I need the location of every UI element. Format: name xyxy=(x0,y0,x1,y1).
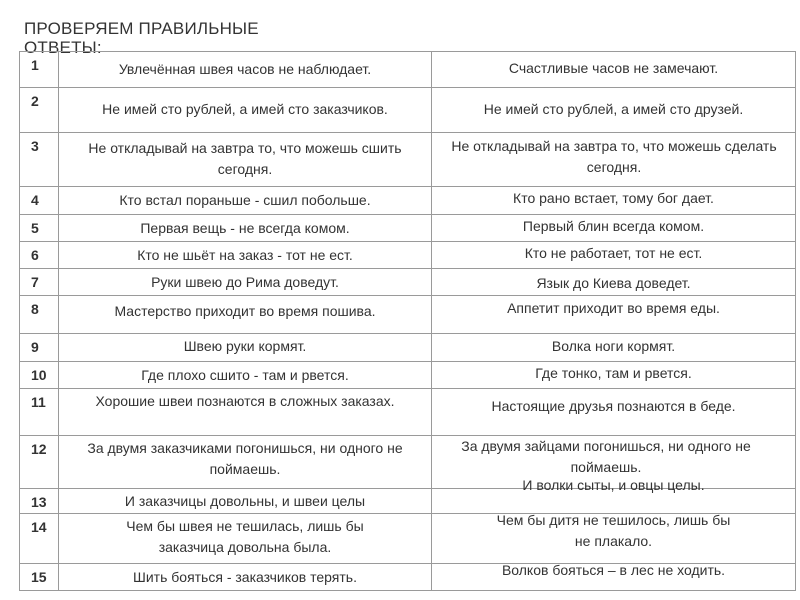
row-number: 6 xyxy=(20,242,59,269)
row-number: 2 xyxy=(20,88,59,133)
original-proverb: Счастливые часов не замечают. xyxy=(432,52,796,88)
row-number: 1 xyxy=(20,52,59,88)
tailoring-proverb: Руки швею до Рима доведут. xyxy=(59,269,432,296)
table-row xyxy=(20,242,796,269)
original-proverb: Кто рано встает, тому бог дает. xyxy=(432,187,796,215)
table-row xyxy=(20,88,796,133)
original-proverb: Волка ноги кормят. xyxy=(432,334,796,362)
page-title: ПРОВЕРЯЕМ ПРАВИЛЬНЫЕ ОТВЕТЫ: xyxy=(24,19,259,57)
table-row xyxy=(20,133,796,187)
tailoring-proverb: Шить бояться - заказчиков терять. xyxy=(59,564,432,591)
row-number: 13 xyxy=(20,489,59,514)
row-number: 11 xyxy=(20,389,59,436)
original-proverb: Волков бояться – в лес не ходить. xyxy=(432,564,796,591)
original-proverb: Чем бы дитя не тешилось, лишь бы не плакало. xyxy=(432,514,796,564)
proverbs-table xyxy=(19,51,796,591)
row-number: 8 xyxy=(20,296,59,334)
table-row xyxy=(20,296,796,334)
row-number: 14 xyxy=(20,514,59,564)
tailoring-proverb: Чем бы швея не тешилась, лишь бы заказчица довольна была. xyxy=(59,514,432,564)
table-row xyxy=(20,187,796,215)
tailoring-proverb: Кто не шьёт на заказ - тот не ест. xyxy=(59,242,432,269)
original-proverb: Язык до Киева доведет. xyxy=(432,269,796,296)
tailoring-proverb: Кто встал пораньше - сшил побольше. xyxy=(59,187,432,215)
table-row xyxy=(20,269,796,296)
row-number: 12 xyxy=(20,436,59,489)
row-number: 15 xyxy=(20,564,59,591)
tailoring-proverb: За двумя заказчиками погонишься, ни одного не поймаешь. xyxy=(59,436,432,489)
row-number: 4 xyxy=(20,187,59,215)
tailoring-proverb: Где плохо сшито - там и рвется. xyxy=(59,362,432,389)
tailoring-proverb: Не имей сто рублей, а имей сто заказчиков. xyxy=(59,88,432,133)
table-row xyxy=(20,215,796,242)
original-proverb: Кто не работает, тот не ест. xyxy=(432,242,796,269)
row-number: 3 xyxy=(20,133,59,187)
row-number: 9 xyxy=(20,334,59,362)
original-proverb: Аппетит приходит во время еды. xyxy=(432,296,796,334)
original-proverb: Первый блин всегда комом. xyxy=(432,215,796,242)
row-number: 10 xyxy=(20,362,59,389)
table-row xyxy=(20,564,796,591)
tailoring-proverb: И заказчицы довольны, и швеи целы xyxy=(59,489,432,514)
table-row xyxy=(20,389,796,436)
tailoring-proverb: Мастерство приходит во время пошива. xyxy=(59,296,432,334)
original-proverb: Не откладывай на завтра то, что можешь сделать сегодня. xyxy=(432,133,796,187)
tailoring-proverb: Первая вещь - не всегда комом. xyxy=(59,215,432,242)
row-number: 7 xyxy=(20,269,59,296)
tailoring-proverb: Хорошие швеи познаются в сложных заказах. xyxy=(59,389,432,436)
original-proverb: За двумя зайцами погонишься, ни одного не поймаешь. xyxy=(432,436,796,489)
table-row xyxy=(20,334,796,362)
original-proverb: Где тонко, там и рвется. xyxy=(432,362,796,389)
table-row xyxy=(20,514,796,564)
table-row xyxy=(20,52,796,88)
original-proverb: И волки сыты, и овцы целы. xyxy=(432,489,796,514)
tailoring-proverb: Увлечённая швея часов не наблюдает. xyxy=(59,52,432,88)
row-number: 5 xyxy=(20,215,59,242)
original-proverb: Не имей сто рублей, а имей сто друзей. xyxy=(432,88,796,133)
tailoring-proverb: Не откладывай на завтра то, что можешь сшить сегодня. xyxy=(59,133,432,187)
table-row xyxy=(20,362,796,389)
tailoring-proverb: Швею руки кормят. xyxy=(59,334,432,362)
original-proverb: Настоящие друзья познаются в беде. xyxy=(432,389,796,436)
